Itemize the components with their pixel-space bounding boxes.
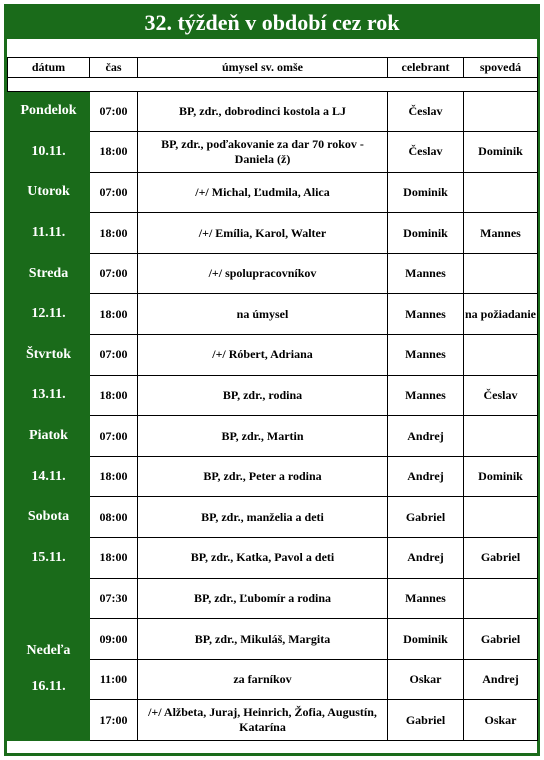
day-cell [8,578,90,740]
celebrant-cell: Andrej [388,538,464,579]
table-row [8,497,538,538]
day-name: Sobota [8,497,90,538]
confessor-cell: Oskar [464,700,538,741]
intention-cell: BP, zdr., dobrodinci kostola a LJ [138,91,388,132]
confessor-cell [464,578,538,619]
time-cell: 07:00 [90,91,138,132]
spacer-row [8,39,538,57]
confessor-cell: Dominik [464,132,538,173]
header-date: dátum [8,57,90,77]
confessor-cell: Dominik [464,456,538,497]
day-name: Nedeľa [26,643,71,659]
time-cell: 18:00 [90,456,138,497]
day-date: 10.11. [8,132,90,173]
table-row [8,213,538,254]
table-body [8,39,538,741]
day-date: 13.11. [8,375,90,416]
table-row [8,91,538,132]
table-row [8,294,538,335]
celebrant-cell: Dominik [388,619,464,660]
intention-cell: /+/ Michal, Ľudmila, Alica [138,172,388,213]
celebrant-cell: Mannes [388,335,464,376]
confessor-cell [464,91,538,132]
day-date: 12.11. [8,294,90,335]
time-cell: 07:00 [90,253,138,294]
confessor-cell: Česlav [464,375,538,416]
confessor-cell [464,416,538,457]
intention-cell: BP, zdr., poďakovanie za dar 70 rokov - Daniela (ž) [138,132,388,173]
table-row [8,253,538,294]
table-row [8,375,538,416]
day-name: Utorok [8,172,90,213]
day-date: 16.11. [31,679,66,695]
day-name: Piatok [8,416,90,457]
day-name: Štvrtok [8,335,90,376]
celebrant-cell: Česlav [388,91,464,132]
time-cell: 07:00 [90,416,138,457]
time-cell: 18:00 [90,375,138,416]
intention-cell: na úmysel [138,294,388,335]
time-cell: 17:00 [90,700,138,741]
table-row [8,335,538,376]
celebrant-cell: Mannes [388,375,464,416]
table-row [8,416,538,457]
schedule-frame [4,4,540,756]
confessor-cell: Andrej [464,659,538,700]
intention-cell: /+/ spolupracovníkov [138,253,388,294]
intention-cell: BP, zdr., rodina [138,375,388,416]
confessor-cell [464,253,538,294]
celebrant-cell: Mannes [388,294,464,335]
celebrant-cell: Andrej [388,456,464,497]
time-cell: 18:00 [90,132,138,173]
celebrant-cell: Gabriel [388,497,464,538]
confessor-cell: na požiadanie [464,294,538,335]
intention-cell: BP, zdr., Katka, Pavol a deti [138,538,388,579]
table-row [8,538,538,579]
table-row [8,132,538,173]
time-cell: 18:00 [90,538,138,579]
intention-cell: za farníkov [138,659,388,700]
time-cell: 07:30 [90,578,138,619]
confessor-cell [464,172,538,213]
celebrant-cell: Mannes [388,253,464,294]
table-row [8,456,538,497]
intention-cell: /+/ Emília, Karol, Walter [138,213,388,254]
time-cell: 18:00 [90,294,138,335]
intention-cell: BP, zdr., Martin [138,416,388,457]
day-date: 11.11. [8,213,90,254]
day-date: 14.11. [8,456,90,497]
header-intention: úmysel sv. omše [138,57,388,77]
table-row [8,578,538,619]
celebrant-cell: Gabriel [388,700,464,741]
confessor-cell: Mannes [464,213,538,254]
table-row [8,172,538,213]
time-cell: 18:00 [90,213,138,254]
day-date: 15.11. [8,538,90,579]
celebrant-cell: Oskar [388,659,464,700]
intention-cell: /+/ Róbert, Adriana [138,335,388,376]
confessor-cell [464,497,538,538]
header-confessor: spovedá [464,57,538,77]
day-name: Pondelok [8,91,90,132]
intention-cell: BP, zdr., Mikuláš, Margita [138,619,388,660]
intention-cell: BP, zdr., manželia a deti [138,497,388,538]
intention-cell: BP, zdr., Peter a rodina [138,456,388,497]
confessor-cell: Gabriel [464,619,538,660]
intention-cell: BP, zdr., Ľubomír a rodina [138,578,388,619]
time-cell: 07:00 [90,335,138,376]
confessor-cell [464,335,538,376]
header-celebrant: celebrant [388,57,464,77]
confessor-cell: Gabriel [464,538,538,579]
time-cell: 07:00 [90,172,138,213]
header-row [8,57,538,77]
celebrant-cell: Andrej [388,416,464,457]
celebrant-cell: Česlav [388,132,464,173]
time-cell: 11:00 [90,659,138,700]
time-cell: 09:00 [90,619,138,660]
day-name: Streda [8,253,90,294]
celebrant-cell: Dominik [388,172,464,213]
spacer-row [8,77,538,91]
intention-cell: /+/ Alžbeta, Juraj, Heinrich, Žofia, Augustín, Katarína [138,700,388,741]
page-title: 32. týždeň v období cez rok [7,7,537,39]
header-time: čas [90,57,138,77]
mass-schedule-table [7,39,538,741]
time-cell: 08:00 [90,497,138,538]
celebrant-cell: Dominik [388,213,464,254]
celebrant-cell: Mannes [388,578,464,619]
